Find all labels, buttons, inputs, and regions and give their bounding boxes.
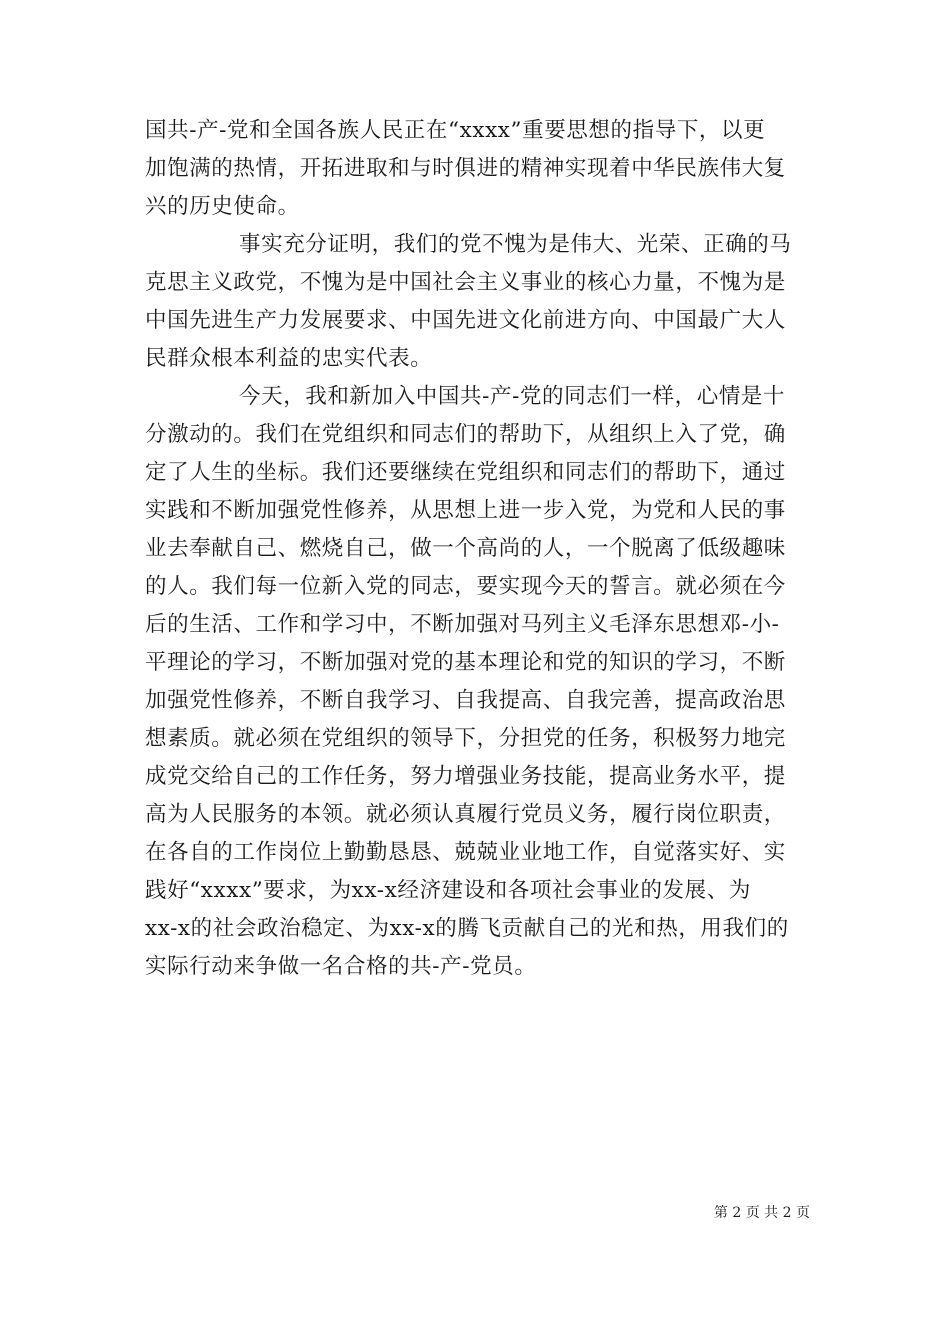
text-line: 今天，我和新加入中国共-产-党的同志们一样，心情是十 <box>239 384 786 409</box>
text-line: 分激动的。我们在党组织和同志们的帮助下，从组织上入了党，确 <box>145 422 786 447</box>
text-line: 业去奉献自己、燃烧自己，做一个高尚的人，一个脱离了低级趣味 <box>145 536 786 561</box>
paragraph-1 <box>145 112 810 226</box>
text-line: 克思主义政党，不愧为是中国社会主义事业的核心力量，不愧为是 <box>145 270 786 295</box>
paragraph-3 <box>145 378 810 986</box>
text-line: 在各自的工作岗位上勤勤恳恳、兢兢业业地工作，自觉落实好、实 <box>145 840 786 865</box>
text-line: 定了人生的坐标。我们还要继续在党组织和同志们的帮助下，通过 <box>145 460 786 485</box>
text-line: 实际行动来争做一名合格的共-产-党员。 <box>145 954 537 979</box>
text-line: 加强党性修养，不断自我学习、自我提高、自我完善，提高政治思 <box>145 688 786 713</box>
text-line: 的人。我们每一位新入党的同志，要实现今天的誓言。就必须在今 <box>145 574 786 599</box>
text-line: 平理论的学习，不断加强对党的基本理论和党的知识的学习，不断 <box>145 650 786 675</box>
text-line: 践好“xxxx”要求，为xx-x经济建设和各项社会事业的发展、为 <box>145 878 751 903</box>
text-line: 加饱满的热情，开拓进取和与时俱进的精神实现着中华民族伟大复 <box>145 156 786 181</box>
text-line: 兴的历史使命。 <box>145 194 300 219</box>
text-line: 事实充分证明，我们的党不愧为是伟大、光荣、正确的马 <box>239 232 792 257</box>
paragraph-2 <box>145 226 810 378</box>
text-line: 后的生活、工作和学习中，不断加强对马列主义毛泽东思想邓-小- <box>145 612 780 637</box>
text-line: 实践和不断加强党性修养，从思想上进一步入党，为党和人民的事 <box>145 498 786 523</box>
text-line: 民群众根本利益的忠实代表。 <box>145 346 433 371</box>
document-body <box>145 112 810 986</box>
text-line: 中国先进生产力发展要求、中国先进文化前进方向、中国最广大人 <box>145 308 786 333</box>
text-line: 成党交给自己的工作任务，努力增强业务技能，提高业务水平，提 <box>145 764 786 789</box>
text-line: 国共-产-党和全国各族人民正在“xxxx”重要思想的指导下，以更 <box>145 118 766 143</box>
text-line: 想素质。就必须在党组织的领导下，分担党的任务，积极努力地完 <box>145 726 786 751</box>
text-line: 高为人民服务的本领。就必须认真履行党员义务，履行岗位职责， <box>145 802 786 827</box>
page-number-footer: 第 2 页 共 2 页 <box>713 1205 810 1221</box>
text-line: xx-x的社会政治稳定、为xx-x的腾飞贡献自己的光和热，用我们的 <box>145 916 789 941</box>
